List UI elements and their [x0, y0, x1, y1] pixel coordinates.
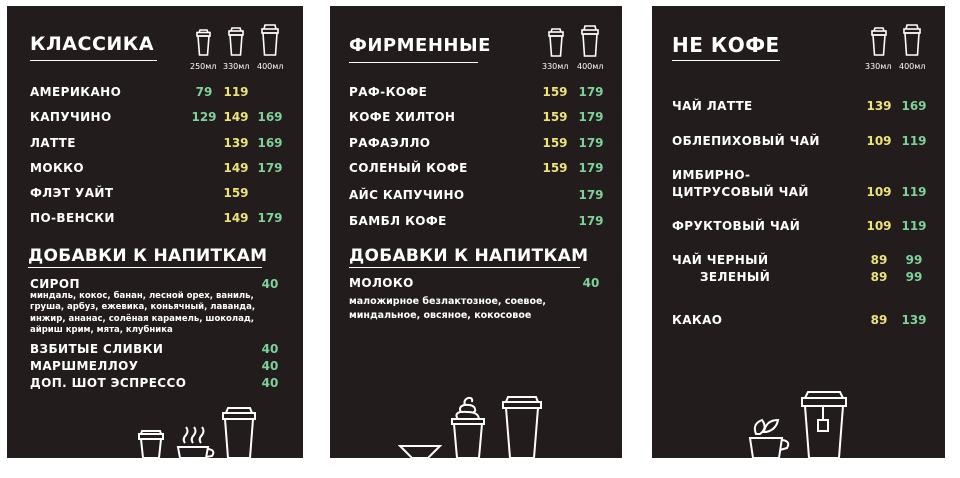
addon-price: 40 — [261, 277, 279, 291]
price-400: 119 — [901, 185, 927, 199]
menu-item-name: КАПУЧИНО — [30, 110, 112, 124]
price-330: 109 — [866, 219, 892, 233]
classic-panel — [7, 6, 303, 458]
price-330: 109 — [866, 185, 892, 199]
size-label-330: 330мл — [223, 62, 250, 71]
addon-name: СИРОП — [30, 277, 80, 291]
menu-item-name: ЧАЙ ЛАТТЕ — [672, 99, 753, 113]
price-330: 109 — [866, 134, 892, 148]
price-250: 79 — [195, 85, 213, 99]
menu-item-name: КОФЕ ХИЛТОН — [349, 110, 456, 124]
price-400: 119 — [901, 134, 927, 148]
price-330: 149 — [223, 161, 249, 175]
classic-title: КЛАССИКА — [30, 33, 155, 55]
price-400: 179 — [257, 211, 283, 225]
title-underline — [672, 60, 780, 61]
addons-title: ДОБАВКИ К НАПИТКАМ — [28, 246, 268, 266]
price-400: 179 — [578, 85, 604, 99]
price-330: 139 — [866, 99, 892, 113]
title-underline — [349, 62, 478, 63]
price-330: 149 — [223, 211, 249, 225]
menu-item-name: ОБЛЕПИХОВЫЙ ЧАЙ — [672, 134, 820, 148]
signature-panel — [330, 6, 622, 458]
price-400: 119 — [901, 219, 927, 233]
note-line: миндаль, кокос, банан, лесной орех, ваниль, — [30, 291, 254, 301]
price-330: 159 — [542, 110, 568, 124]
price-330: 139 — [223, 136, 249, 150]
price-400: 179 — [578, 110, 604, 124]
price-400: 169 — [257, 136, 283, 150]
price-330: 89 — [870, 270, 888, 284]
cup-medium-icon — [226, 24, 246, 56]
menu-item-name: РАФ-КОФЕ — [349, 85, 428, 99]
note-line: груша, арбуз, ежевика, коньячный, лаванда, — [30, 302, 256, 313]
milk-options — [349, 295, 546, 323]
menu-item-name: ПО-ВЕНСКИ — [30, 211, 115, 225]
addons-underline — [28, 267, 262, 268]
price-400: 179 — [578, 214, 604, 228]
addon-name: МОЛОКО — [349, 276, 414, 290]
size-label-400: 400мл — [899, 62, 926, 71]
menu-item-name: ЦИТРУСОВЫЙ ЧАЙ — [672, 185, 809, 199]
addon-price: 40 — [261, 376, 279, 390]
addon-price: 40 — [261, 342, 279, 356]
signature-title: ФИРМЕННЫЕ — [349, 35, 491, 56]
price-400: 179 — [578, 136, 604, 150]
tea-cups-illustration — [744, 382, 854, 458]
price-400: 169 — [257, 110, 283, 124]
price-400: 169 — [901, 99, 927, 113]
price-330: 119 — [223, 85, 249, 99]
size-label-330: 330мл — [542, 62, 569, 71]
noncoffee-title: НЕ КОФЕ — [672, 33, 780, 57]
note-line: маложирное безлактозное, соевое, — [349, 296, 547, 307]
menu-item-name: АМЕРИКАНО — [30, 85, 122, 99]
addon-name: МАРШМЕЛЛОУ — [30, 359, 139, 373]
title-underline — [30, 60, 157, 61]
price-400: 99 — [905, 253, 923, 267]
price-330: 89 — [870, 253, 888, 267]
price-330: 159 — [542, 85, 568, 99]
price-400: 99 — [905, 270, 923, 284]
cup-large-icon — [259, 21, 281, 56]
size-label-250: 250мл — [190, 62, 217, 71]
addons-underline — [349, 267, 580, 268]
addon-price: 40 — [582, 276, 600, 290]
note-line: миндальное, овсяное, кокосовое — [349, 310, 532, 321]
price-400: 139 — [901, 313, 927, 327]
price-330: 149 — [223, 110, 249, 124]
size-label-330: 330мл — [865, 62, 892, 71]
menu-item-name: РАФАЭЛЛО — [349, 136, 431, 150]
addons-title: ДОБАВКИ К НАПИТКАМ — [349, 246, 589, 266]
menu-item-name: МОККО — [30, 161, 84, 175]
price-400: 179 — [578, 161, 604, 175]
cup-large-icon — [579, 22, 601, 57]
price-400: 179 — [578, 188, 604, 202]
addon-name: ДОП. ШОТ ЭСПРЕССО — [30, 376, 187, 390]
cup-medium-icon — [546, 25, 566, 57]
syrup-flavors — [30, 291, 255, 336]
price-400: 179 — [257, 161, 283, 175]
menu-item-name: ИМБИРНО- — [672, 168, 751, 182]
addon-name: ВЗБИТЫЕ СЛИВКИ — [30, 342, 164, 356]
coffee-cups-illustration — [132, 399, 262, 458]
menu-item-name: ФРУКТОВЫЙ ЧАЙ — [672, 219, 801, 233]
cup-medium-icon — [869, 24, 889, 56]
price-330: 159 — [542, 136, 568, 150]
size-label-400: 400мл — [577, 62, 604, 71]
menu-item-name: ЗЕЛЕНЫЙ — [700, 270, 771, 284]
menu-item-name: АЙС КАПУЧИНО — [349, 188, 465, 202]
addon-price: 40 — [261, 359, 279, 373]
price-250: 129 — [191, 110, 217, 124]
note-line: айриш крим, мята, клубника — [30, 324, 173, 335]
price-330: 159 — [542, 161, 568, 175]
menu-item-name: ЧАЙ ЧЕРНЫЙ — [672, 253, 769, 267]
menu-item-name: КАКАО — [672, 313, 723, 327]
cup-large-icon — [901, 21, 923, 56]
noncoffee-panel — [652, 6, 945, 458]
size-label-400: 400мл — [257, 62, 284, 71]
menu-item-name: ФЛЭТ УАЙТ — [30, 186, 114, 200]
price-330: 159 — [223, 186, 249, 200]
price-330: 89 — [870, 313, 888, 327]
cup-small-icon — [194, 26, 213, 56]
menu-item-name: СОЛЕНЫЙ КОФЕ — [349, 161, 468, 175]
menu-item-name: БАМБЛ КОФЕ — [349, 214, 447, 228]
note-line: инжир, ананас, солёная карамель, шоколад, — [30, 313, 254, 324]
menu-item-name: ЛАТТЕ — [30, 136, 76, 150]
dripper-cups-illustration — [398, 394, 558, 458]
